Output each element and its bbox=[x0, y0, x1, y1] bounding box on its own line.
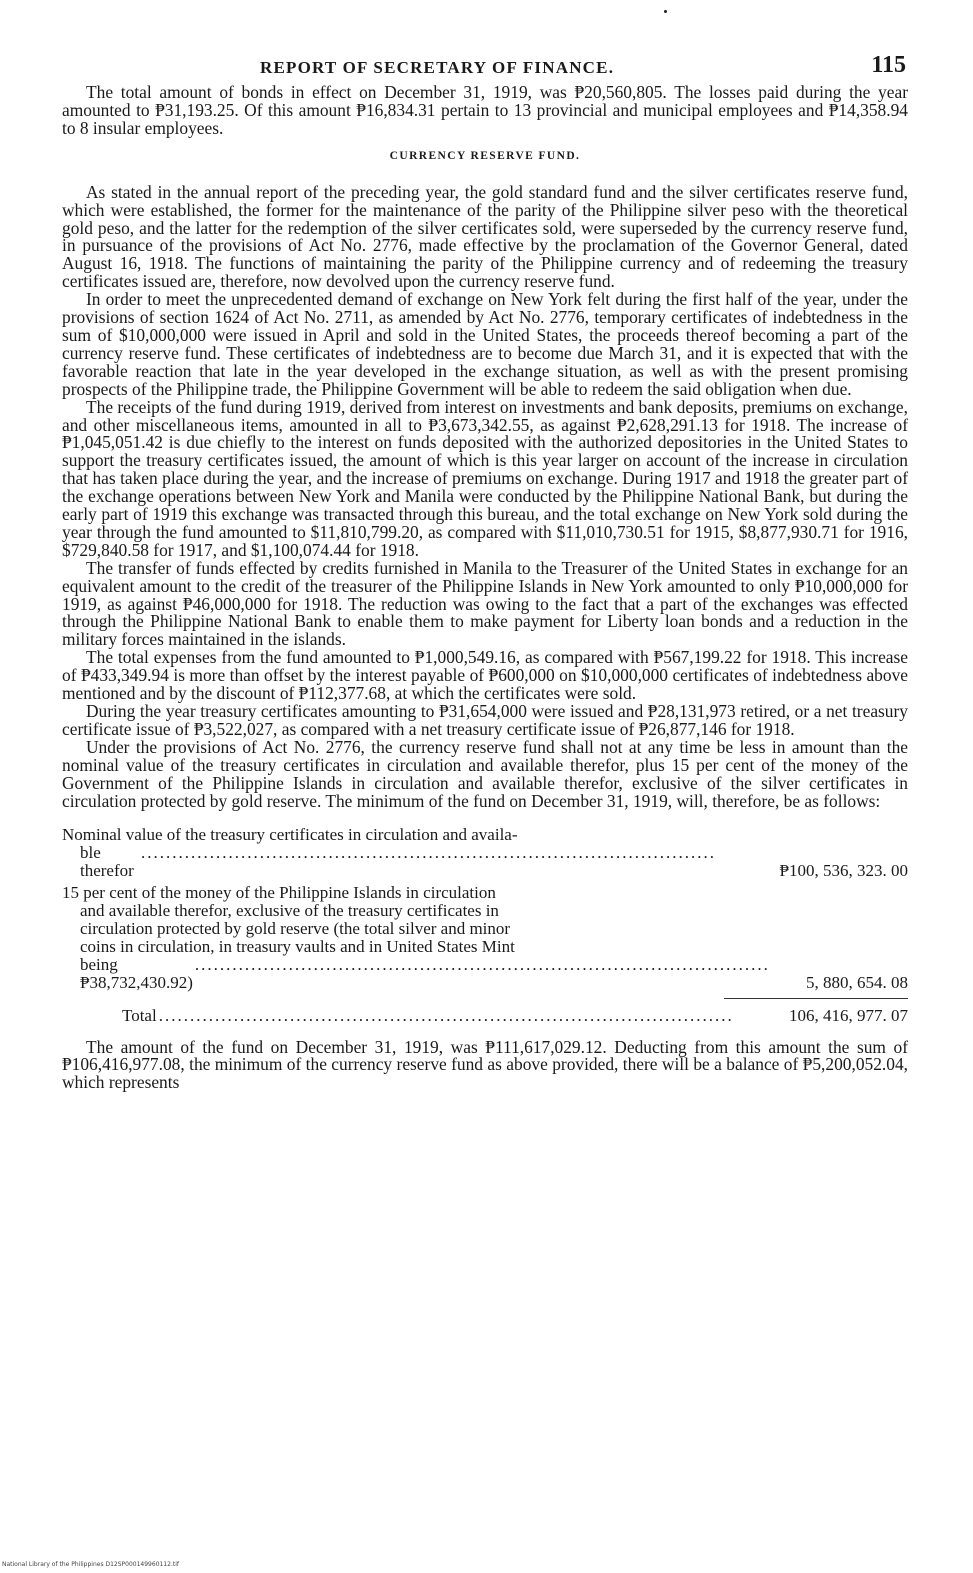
ledger-row bbox=[62, 884, 908, 991]
paragraph-receipts: The receipts of the fund during 1919, derived from interest on investments and bank deposits, premiums on exchange, and other miscellaneous items, amounted in all to ₱3,673,342.55, as against ₱2,628,291.13 for 1918. The increase of ₱1,045,051.42 is due chiefly to the interest on funds deposited with the authorized depositories in the United States to support the treasury certificates issued, the amount of which is this year larger on account of the increase in circulation that has taken place during the year, and the increase of premiums on exchange. During 1917 and 1918 the greater part of the exchange operations between New York and Manila were conducted by the Philippine National Bank, but during the early part of 1919 this exchange was transacted through this bureau, and the total exchange on New York sold during the year through the fund amounted to $11,810,799.20, as compared with $11,010,730.51 for 1915, $8,877,930.71 for 1916, $729,840.58 for 1917, and $1,100,074.44 for 1918. bbox=[62, 396, 908, 560]
running-title: REPORT OF SECRETARY OF FINANCE. bbox=[260, 58, 615, 77]
ledger-line-leader bbox=[62, 954, 770, 992]
dot-leader: ............................................................................................ bbox=[194, 954, 770, 974]
ledger-line: and available therefor, exclusive of the treasury certificates in bbox=[80, 901, 499, 921]
document-page bbox=[62, 50, 908, 1092]
ledger-line: circulation protected by gold reserve (the total silver and minor bbox=[80, 918, 511, 938]
ledger-line: Nominal value of the treasury certificates in circulation and availa- bbox=[62, 825, 518, 845]
ledger-line: ble therefor bbox=[80, 843, 134, 881]
print-speck bbox=[664, 10, 667, 13]
paragraph-treasury-certificates: During the year treasury certificates amounting to ₱31,654,000 were issued and ₱28,131,973 retired, or a net treasury certificate issue of ₱3,522,027, as compared with a net treasury certificate issue of ₱26,877,146 for 1918. bbox=[62, 701, 908, 739]
ledger-total-row bbox=[62, 1007, 908, 1025]
ledger-label bbox=[62, 1005, 734, 1025]
ledger-line: coins in circulation, in treasury vaults and in United States Mint bbox=[80, 936, 515, 956]
running-head bbox=[62, 50, 908, 84]
paragraph-history: As stated in the annual report of the preceding year, the gold standard fund and the silver certificates reserve fund, which were established, the former for the maintenance of the parity of the Philippine silver peso with the theoretical gold peso, and the latter for the redemption of the silver certificates sold, were superseded by the currency reserve fund, in pursuance of the provisions of Act No. 2776, made effective by the proclamation of the Governor General, dated August 16, 1918. The functions of maintaining the parity of the Philippine currency and of redeeming the treasury certificates issued are, therefore, now devolved upon the currency reserve fund. bbox=[62, 181, 908, 292]
section-heading: CURRENCY RESERVE FUND. bbox=[389, 149, 581, 162]
ledger-amount: ₱100, 536, 323. 00 bbox=[779, 861, 908, 881]
ledger-label bbox=[62, 883, 770, 992]
total-amount: 106, 416, 977. 07 bbox=[789, 1005, 908, 1025]
ledger-line-leader bbox=[122, 1005, 734, 1025]
total-rule bbox=[724, 998, 908, 999]
minimum-fund-ledger bbox=[62, 826, 908, 1024]
page-number: 115 bbox=[871, 52, 906, 78]
paragraph-transfers: The transfer of funds effected by credits furnished in Manila to the Treasurer of the United States in exchange for an equivalent amount to the credit of the treasurer of the Philippine Islands in New York amounted to only ₱10,000,000 for 1919, as against ₱46,000,000 for 1918. The reduction was owing to the fact that a part of the exchanges was effected through the Philippine National Bank to enable them to make payment for Liberty loan bonds and a reduction in the military forces maintained in the islands. bbox=[62, 557, 908, 650]
ledger-amount: 5, 880, 654. 08 bbox=[806, 972, 908, 992]
paragraph-bonds: The total amount of bonds in effect on December 31, 1919, was ₱20,560,805. The losses paid during the year amounted to ₱31,193.25. Of this amount ₱16,834.31 pertain to 13 provincial and municipal employees and ₱14,358.94 to 8 insular employees. bbox=[62, 82, 908, 138]
paragraph-expenses: The total expenses from the fund amounted to ₱1,000,549.16, as compared with ₱567,199.22 for 1918. This increase of ₱433,349.94 is more than offset by the interest payable of ₱600,000 on $10,000,000 certificates of indebtedness above mentioned and by the discount of ₱112,377.68, at which the certificates were sold. bbox=[62, 647, 908, 704]
paragraph-minimum-fund: Under the provisions of Act No. 2776, the currency reserve fund shall not at any time be less in amount than the nominal value of the treasury certificates in circulation and available therefor, plus 15 per cent of the money of the Government of the Philippine Islands in circulation and available therefor, exclusive of the silver certificates in circulation protected by gold reserve. The minimum of the fund on December 31, 1919, will, therefore, be as follows: bbox=[62, 736, 908, 811]
total-rule-row bbox=[62, 998, 908, 999]
ledger-row bbox=[62, 826, 908, 880]
dot-leader: ............................................................................................ bbox=[158, 1005, 734, 1025]
paragraph-fund-balance: The amount of the fund on December 31, 1919, was ₱111,617,029.12. Deducting from this amount the sum of ₱106,416,977.08, the minimum of the currency reserve fund as above provided, there will be a balance of ₱5,200,052.04, which represents bbox=[62, 1036, 908, 1093]
ledger-label bbox=[62, 826, 722, 880]
ledger-line-leader bbox=[62, 844, 722, 880]
scan-footer: National Library of the Philippines D12SP000149960112.tif bbox=[2, 1561, 180, 1568]
ledger-line: 15 per cent of the money of the Philippine Islands in circulation bbox=[62, 883, 496, 903]
ledger-line: being ₱38,732,430.92) bbox=[80, 954, 193, 992]
total-label: Total bbox=[122, 1005, 157, 1025]
paragraph-exchange-demand: In order to meet the unprecedented demand of exchange on New York felt during the first half of the year, under the provisions of section 1624 of Act No. 2711, as amended by Act No. 2776, temporary certificates of indebtedness in the sum of $10,000,000 were issued in April and sold in the United States, the proceeds thereof becoming a part of the currency reserve fund. These certificates of indebtedness are to become due March 31, and it is expected that with the favorable reaction that late in the year developed in the exchange situation, as well as with the present promising prospects of the Philippine trade, the Philippine Government will be able to redeem the said obligation when due. bbox=[62, 289, 908, 399]
dot-leader: ............................................................................................ bbox=[141, 843, 716, 863]
